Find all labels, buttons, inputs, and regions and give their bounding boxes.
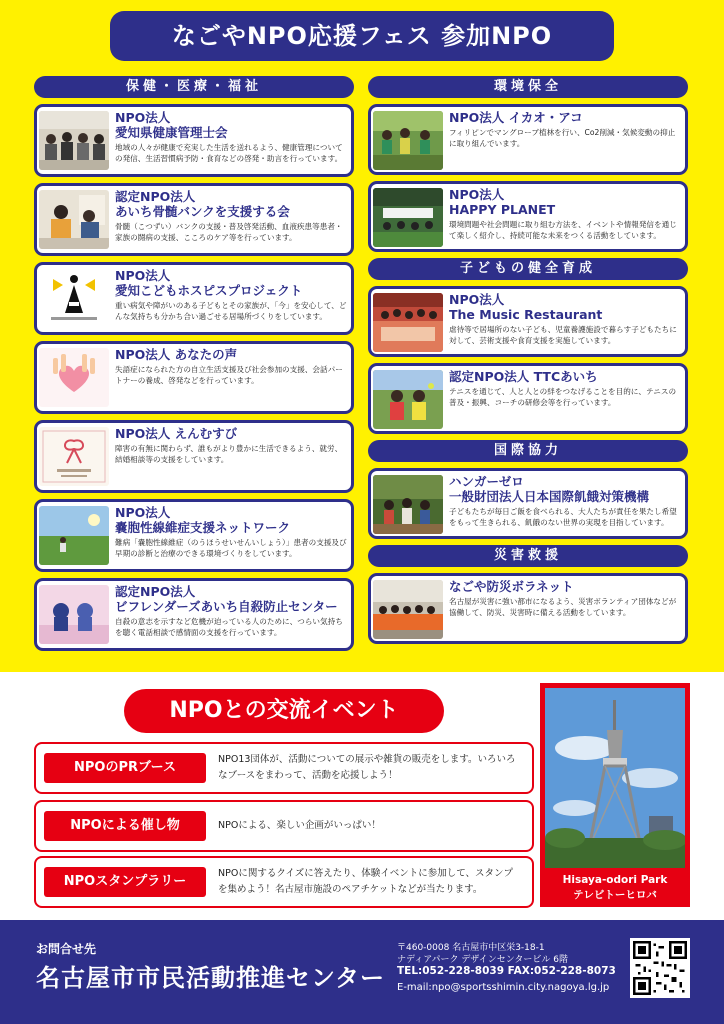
event-pr-booth: [34, 742, 534, 794]
npo-photo: [39, 506, 109, 565]
npo-desc: 障害の有無に関わらず、誰もがより豊かに生活できるよう、就労、結婚相談等の支援をしています。: [115, 444, 343, 464]
npo-desc: 名古屋が災害に強い都市になるよう、災害ボランティア団体などが協働して、防災、災害時に備える活動をしています。: [449, 597, 677, 617]
email-link[interactable]: E-mail:npo@sportsshimin.city.nagoya.lg.jp: [397, 982, 610, 993]
footer: [0, 920, 724, 1024]
category-children: 子どもの健全育成: [368, 258, 688, 280]
venue-name-en: Hisaya-odori Park: [562, 874, 668, 886]
address-line-2: ナディアパーク デザインセンタービル 6階: [397, 955, 569, 965]
npo-desc: 失語症になられた方の自立生活支援及び社会参加の支援、会話パートナーの養成、啓発などを行っています。: [115, 365, 343, 385]
npo-card-bosai: [368, 573, 688, 644]
category-environment: 環境保全: [368, 76, 688, 98]
npo-name: 認定NPO法人 TTCあいち: [449, 369, 598, 384]
tv-tower-photo: [545, 688, 685, 868]
npo-name: 愛知県健康管理士会: [115, 125, 228, 140]
npo-card-hospice: [34, 262, 354, 335]
npo-card-hungerzero: [368, 468, 688, 539]
qr-code-icon[interactable]: [630, 938, 690, 998]
npo-name: なごや防災ボラネット: [449, 579, 574, 594]
npo-desc: テニスを通じて、人と人との絆をつなげることを目的に、テニスの普及・振興、コーチの研修会等を行っています。: [449, 387, 677, 407]
npo-name: 愛知こどもホスピスプロジェクト: [115, 283, 303, 298]
npo-name: NPO法人 あなたの声: [115, 347, 238, 362]
npo-desc: 難病「嚢胞性線維症（のうほうせいせんいしょう）」患者の支援及び早期の診断と治療のできる環境づくりをしています。: [115, 538, 347, 558]
npo-name: NPO法人: [115, 268, 171, 283]
event-label: NPOのPRブース: [44, 753, 206, 783]
npo-desc: 地域の人々が健康で充実した生活を送れるよう、健康管理についての発信、生活習慣病予防・食育などの啓発・助言を行っています。: [115, 143, 343, 163]
npo-name: 認定NPO法人: [115, 189, 196, 204]
npo-name: NPO法人 えんむすび: [115, 426, 238, 441]
inquiry-label: お問合せ先: [36, 942, 97, 956]
npo-photo: [39, 190, 109, 249]
events-title: NPOとの交流イベント: [124, 689, 444, 733]
event-desc: NPOによる、楽しい企画がいっぱい！: [218, 820, 381, 831]
address-line-1: 〒460-0008 名古屋市中区栄3-18-1: [397, 943, 545, 953]
npo-desc: 環境問題や社会問題に取り組む方法を、イベントや情報発信を通じて楽しく紹介し、持続可能な未来をつくる活動をしています。: [449, 220, 677, 240]
npo-desc: 骨髄（こつずい）バンクの支援・普及啓発活動、血液疾患等患者・家族の闘病の支援、こころのケア等を行っています。: [115, 222, 343, 242]
event-label: NPOによる催し物: [44, 811, 206, 841]
right-column: [368, 76, 688, 650]
npo-name: あいち骨髄バンクを支援する会: [115, 204, 290, 219]
npo-card-befrienders: [34, 578, 354, 651]
main-title: なごやNPO応援フェス 参加NPO: [110, 11, 614, 61]
npo-name: NPO法人: [449, 187, 505, 202]
npo-name: 嚢胞性線維症支援ネットワーク: [115, 520, 291, 535]
event-desc: NPOに関するクイズに答えたり、体験イベントに参加して、スタンプを集めよう！名古屋市施設のペアチケットなどが当たります。: [218, 868, 514, 895]
venue-name-jp: テレビトーヒロバ: [573, 889, 657, 901]
enmusubi-logo: [39, 427, 109, 486]
npo-name: 認定NPO法人: [115, 584, 196, 599]
npo-desc: 子どもたちが毎日ご飯を食べられる、大人たちが責任を果たし希望をもって生きられる、飢餓のない世界の実現を目指しています。: [449, 507, 677, 527]
npo-photo: [373, 111, 443, 170]
venue-card: [540, 683, 690, 907]
npo-photo: [373, 580, 443, 639]
left-column: [34, 76, 354, 657]
npo-name: NPO法人: [115, 110, 171, 125]
event-stamp-rally: [34, 856, 534, 908]
npo-name: HAPPY PLANET: [449, 202, 556, 217]
category-international: 国際協力: [368, 440, 688, 462]
npo-photo: [373, 188, 443, 247]
npo-name: ハンガーゼロ: [449, 474, 524, 489]
npo-card-ttc: [368, 363, 688, 434]
npo-name: NPO法人 イカオ・アコ: [449, 110, 583, 125]
npo-photo: [39, 111, 109, 170]
npo-photo: [39, 585, 109, 644]
npo-name: ビフレンダーズあいち自殺防止センター: [115, 599, 338, 614]
npo-desc: 虐待等で居場所のない子ども、児童養護施設で暮らす子どもたちに対して、芸術支援や食育支援を実施しています。: [449, 325, 677, 345]
npo-desc: 自殺の意志を示すなど危機が迫っている人のために、つらい気持ちを聴く電話相談で感情面の支援を行っています。: [115, 617, 343, 637]
npo-card-happyplanet: [368, 181, 688, 252]
anatanokoe-logo: [39, 348, 109, 407]
npo-desc: 重い病気や障がいのある子どもとその家族が、「今」を安心して、どんな気持ちも分かち合い過ごせる居場所づくりをしています。: [115, 301, 347, 321]
npo-name: The Music Restaurant: [449, 307, 603, 322]
npo-card-kenko: [34, 104, 354, 177]
npo-card-kotsuzui: [34, 183, 354, 256]
npo-name: NPO法人: [449, 292, 505, 307]
npo-card-musicrestaurant: [368, 286, 688, 357]
event-performance: [34, 800, 534, 852]
npo-photo: [373, 475, 443, 534]
phone-fax: TEL:052-228-8039 FAX:052-228-8073: [397, 965, 616, 977]
category-health: 保健・医療・福祉: [34, 76, 354, 98]
npo-name: NPO法人: [115, 505, 171, 520]
category-disaster: 災害救援: [368, 545, 688, 567]
npo-name: 一般財団法人日本国際飢餓対策機構: [449, 489, 650, 504]
org-name: 名古屋市市民活動推進センター: [36, 964, 386, 992]
npo-card-anatanokoe: [34, 341, 354, 414]
address: [397, 942, 568, 966]
npo-photo: [373, 370, 443, 429]
npo-desc: フィリピンでマングローブ植林を行い、Co2削減・気候変動の抑止に取り組んでいます。: [449, 128, 676, 148]
npo-card-cf-network: [34, 499, 354, 572]
event-desc: NPO13団体が、活動についての展示や雑貨の販売をします。いろいろなブースをまわって、活動を応援しよう！: [218, 754, 516, 781]
npo-card-ikaoako: [368, 104, 688, 175]
event-label: NPOスタンプラリー: [44, 867, 206, 897]
npo-photo: [373, 293, 443, 352]
hospice-logo: [39, 269, 109, 328]
npo-card-enmusubi: [34, 420, 354, 493]
